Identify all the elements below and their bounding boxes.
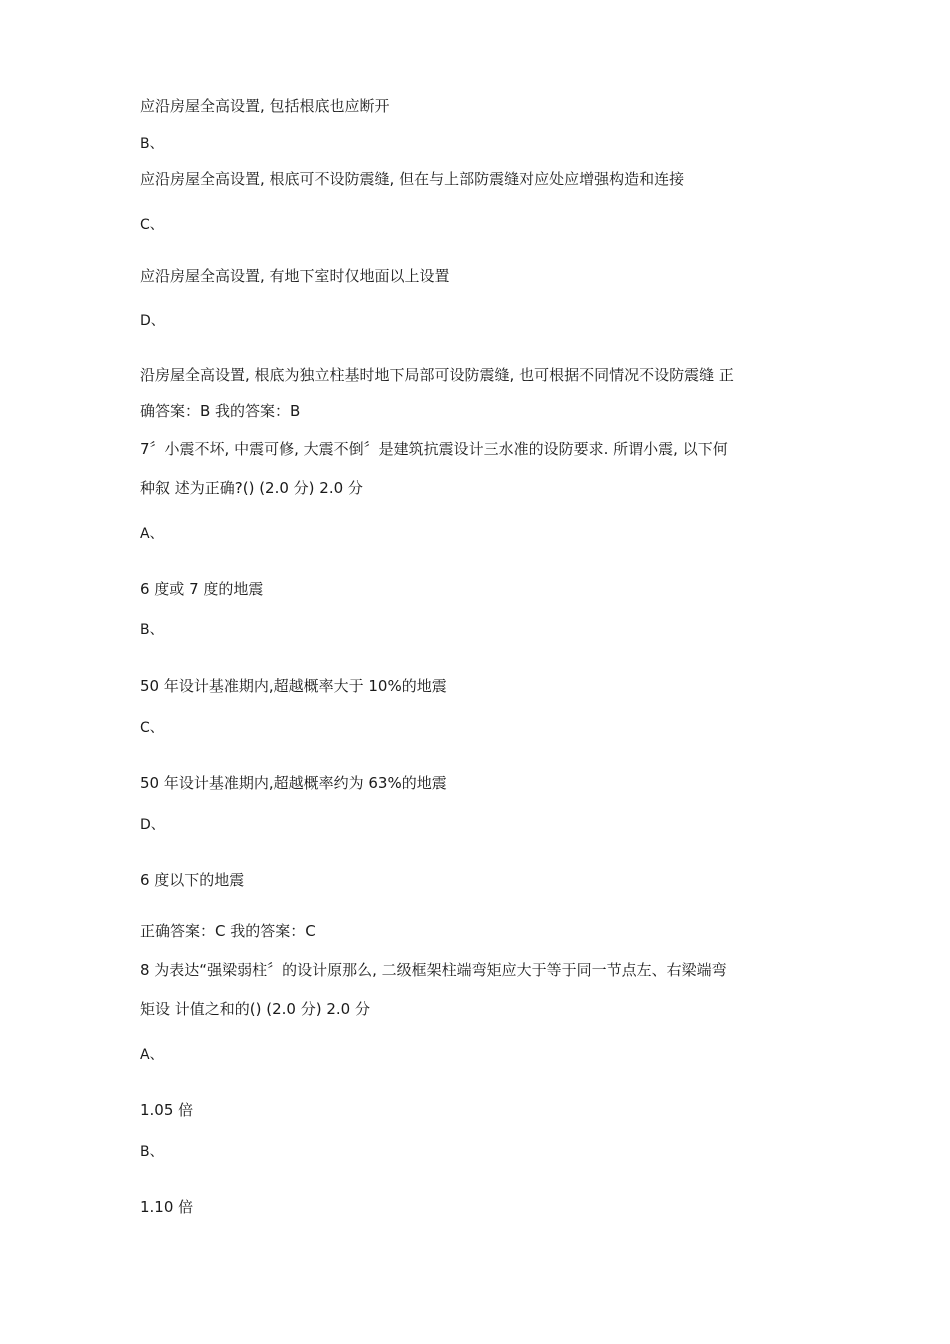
q8-question-line1: 8 为表达“强梁弱柱〞的设计原那么, 二级框架柱端弯矩应大于等于同一节点左、右梁端弯: [140, 961, 727, 979]
q6-option-d-label: D、: [140, 313, 165, 329]
q7-option-b-label: B、: [140, 622, 164, 638]
q7-option-d-text: 6 度以下的地震: [140, 871, 245, 889]
q7-option-b-text: 50 年设计基准期内,超越概率大于 10%的地震: [140, 677, 447, 695]
q6-option-d-text-line1: 沿房屋全高设置, 根底为独立柱基时地下局部可设防震缝, 也可根据不同情况不设防震缝 正: [140, 366, 734, 384]
q6-option-c-text: 应沿房屋全高设置, 有地下室时仅地面以上设置: [140, 267, 450, 285]
q8-question-line2: 矩设 计值之和的() (2.0 分) 2.0 分: [140, 1000, 370, 1018]
q8-option-b-text: 1.10 倍: [140, 1198, 194, 1216]
q6-answer: 确答案：B 我的答案：B: [140, 402, 301, 420]
q6-option-b-text: 应沿房屋全高设置, 根底可不设防震缝, 但在与上部防震缝对应处应增强构造和连接: [140, 170, 685, 188]
q6-option-c-label: C、: [140, 217, 164, 233]
q8-option-a-label: A、: [140, 1047, 164, 1063]
q7-option-d-label: D、: [140, 817, 165, 833]
q6-option-b-label: B、: [140, 136, 164, 152]
q6-option-a-text: 应沿房屋全高设置, 包括根底也应断开: [140, 97, 390, 115]
q7-question-line2: 种叙 述为正确?() (2.0 分) 2.0 分: [140, 479, 363, 497]
q7-option-c-text: 50 年设计基准期内,超越概率约为 63%的地震: [140, 774, 447, 792]
q8-option-a-text: 1.05 倍: [140, 1101, 194, 1119]
q7-question-line1: 7〞小震不坏, 中震可修, 大震不倒〞是建筑抗震设计三水准的设防要求. 所谓小震, 以下何: [140, 440, 728, 458]
q7-option-a-text: 6 度或 7 度的地震: [140, 580, 264, 598]
q7-option-c-label: C、: [140, 720, 164, 736]
q7-option-a-label: A、: [140, 526, 164, 542]
q7-answer: 正确答案：C 我的答案：C: [140, 922, 316, 940]
q8-option-b-label: B、: [140, 1144, 164, 1160]
